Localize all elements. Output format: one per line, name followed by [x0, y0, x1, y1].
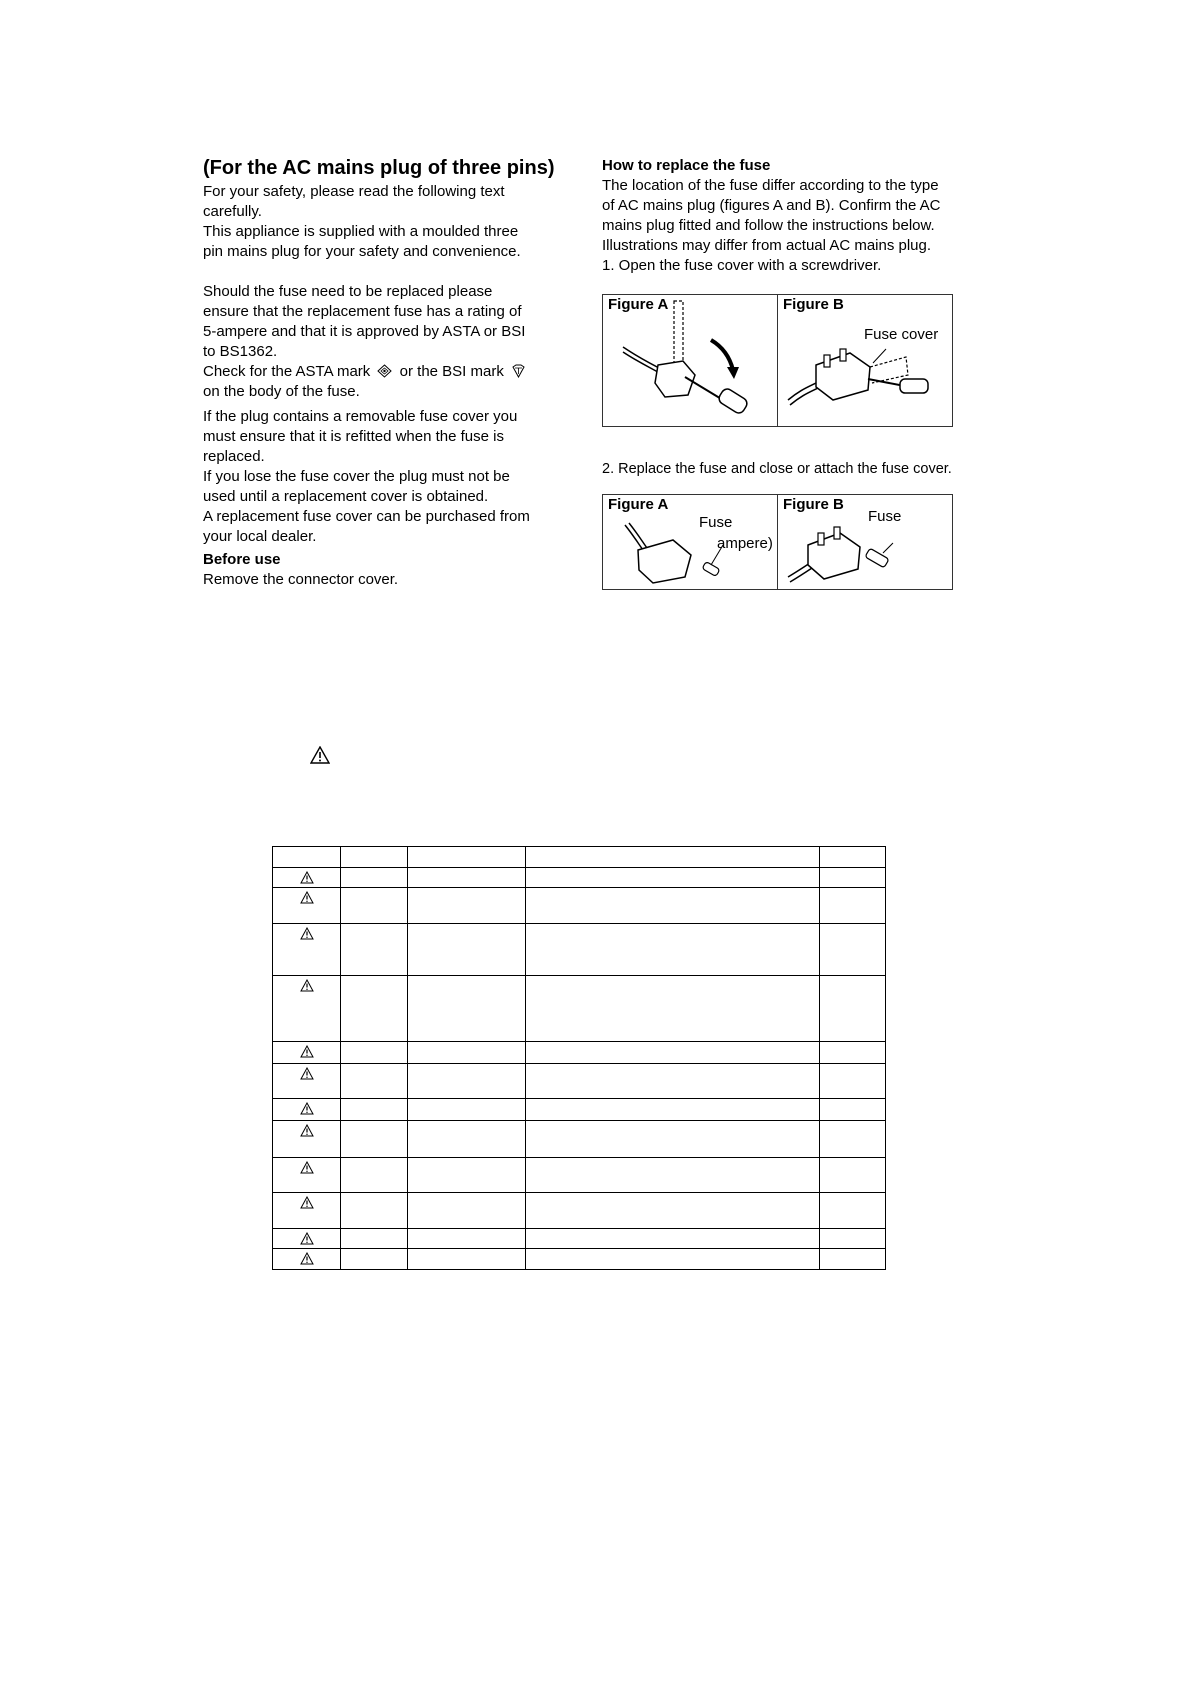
fuse-label-a: Fuse: [699, 514, 733, 531]
safety-column: [203, 156, 573, 590]
table-cell: [526, 976, 820, 1042]
table-cell: [820, 888, 886, 924]
table-row: [273, 868, 886, 888]
safety-mark-cell: [273, 1064, 341, 1099]
plug-fuse-a-illustration: [603, 495, 778, 589]
caution-icon: [300, 1196, 314, 1209]
caution-icon: [300, 891, 314, 904]
caution-icon: [310, 746, 330, 764]
table-cell: [408, 1064, 526, 1099]
plug-fuse-cover-illustration: [778, 295, 952, 426]
fuse-line-4: to BS1362.: [203, 343, 278, 360]
fuse-line-2: ensure that the replacement fuse has a rating of: [203, 303, 522, 320]
table-cell: [408, 1042, 526, 1064]
caution-icon: [300, 871, 314, 884]
table-cell: [820, 1229, 886, 1249]
fuse-instr-5: 1. Open the fuse cover with a screwdriver.: [602, 257, 882, 274]
table-cell: [408, 1158, 526, 1193]
safety-mark-cell: [273, 924, 341, 976]
caution-icon: [300, 1045, 314, 1058]
safety-line-3: This appliance is supplied with a moulded three: [203, 223, 519, 240]
figure-1a: [603, 295, 777, 426]
figure-replace-fuse: [602, 494, 953, 590]
table-row: [273, 1121, 886, 1158]
figure-open-cover: [602, 294, 953, 427]
fuse-line-1: Should the fuse need to be replaced please: [203, 283, 493, 300]
table-cell: [341, 1249, 408, 1270]
table-cell: [820, 1042, 886, 1064]
table-cell: [526, 847, 820, 868]
table-cell: [408, 924, 526, 976]
table-cell: [408, 847, 526, 868]
table-cell: [820, 1064, 886, 1099]
safety-mark-cell: [273, 1249, 341, 1270]
before-use-heading: Before use: [203, 551, 281, 568]
cover-line-2: must ensure that it is refitted when the fuse is: [203, 428, 504, 445]
bsi-mark-icon: [511, 364, 526, 378]
table-cell: [526, 1158, 820, 1193]
plug-fuse-b-illustration: [778, 495, 952, 589]
table-cell: [526, 1099, 820, 1121]
table-row: [273, 1099, 886, 1121]
table-cell: [408, 1193, 526, 1229]
table-row: [273, 1158, 886, 1193]
table-cell: [341, 976, 408, 1042]
table-cell: [408, 888, 526, 924]
table-cell: [341, 1042, 408, 1064]
table-cell: [820, 847, 886, 868]
fuse-instr-4: Illustrations may differ from actual AC mains plug.: [602, 237, 932, 254]
safety-mark-cell: [273, 1158, 341, 1193]
table-row: [273, 924, 886, 976]
table-row: [273, 1249, 886, 1270]
table-cell: [341, 1121, 408, 1158]
table-cell: [341, 868, 408, 888]
table-cell: [526, 1229, 820, 1249]
caution-icon: [300, 979, 314, 992]
table-cell: [341, 924, 408, 976]
figure-1b-label: Figure B: [783, 296, 844, 313]
table-cell: [526, 1042, 820, 1064]
check-text-c: on the body of the fuse.: [203, 383, 360, 400]
table-cell: [408, 1099, 526, 1121]
fuse-line-3: 5-ampere and that it is approved by ASTA or BSI: [203, 323, 526, 340]
before-use-text: Remove the connector cover.: [203, 571, 399, 588]
cover-line-1: If the plug contains a removable fuse cover you: [203, 408, 518, 425]
safety-mark-cell: [273, 1099, 341, 1121]
figure-2b: [777, 495, 952, 589]
figure-1a-label: Figure A: [608, 296, 669, 313]
cover-line-5: used until a replacement cover is obtained.: [203, 488, 489, 505]
table-row: [273, 1064, 886, 1099]
table-row: [273, 1042, 886, 1064]
fuse-instr-2: of AC mains plug (figures A and B). Confirm the AC: [602, 197, 941, 214]
parts-table-body: [273, 847, 886, 1270]
asta-mark-icon: [377, 364, 392, 378]
table-row: [273, 1193, 886, 1229]
table-cell: [341, 888, 408, 924]
figure-1b: [777, 295, 952, 426]
safety-line-2: carefully.: [203, 203, 262, 220]
caution-icon: [300, 1232, 314, 1245]
table-cell: [341, 1064, 408, 1099]
fuse-instr-1: The location of the fuse differ according to the type: [602, 177, 939, 194]
table-cell: [341, 1099, 408, 1121]
table-row: [273, 847, 886, 868]
table-cell: [408, 1229, 526, 1249]
safety-line-1: For your safety, please read the following text: [203, 183, 505, 200]
fuse-replacement-column: [602, 156, 982, 276]
table-cell: [820, 1121, 886, 1158]
table-cell: [408, 1121, 526, 1158]
safety-mark-cell: [273, 1229, 341, 1249]
table-cell: [408, 976, 526, 1042]
table-row: [273, 1229, 886, 1249]
table-cell: [341, 847, 408, 868]
table-cell: [526, 868, 820, 888]
table-cell: [820, 1193, 886, 1229]
parts-table: [272, 846, 886, 1270]
table-cell: [526, 1064, 820, 1099]
page-title: (For the AC mains plug of three pins): [203, 157, 555, 179]
check-text-a: Check for the ASTA mark: [203, 363, 371, 380]
safety-line-4: pin mains plug for your safety and convenience.: [203, 243, 521, 260]
table-cell: [820, 976, 886, 1042]
table-cell: [526, 888, 820, 924]
table-cell: [820, 1249, 886, 1270]
caution-icon: [300, 927, 314, 940]
cover-line-3: replaced.: [203, 448, 265, 465]
safety-mark-cell: [273, 847, 341, 868]
safety-mark-cell: [273, 1042, 341, 1064]
figure-2b-label: Figure B: [783, 496, 844, 513]
caution-icon: [300, 1102, 314, 1115]
caution-icon: [300, 1161, 314, 1174]
plug-screwdriver-illustration: [603, 295, 778, 426]
table-cell: [820, 1099, 886, 1121]
table-cell: [820, 924, 886, 976]
safety-mark-cell: [273, 1121, 341, 1158]
step-2-text: 2. Replace the fuse and close or attach the fuse cover.: [602, 461, 952, 477]
cover-line-4: If you lose the fuse cover the plug must not be: [203, 468, 510, 485]
table-row: [273, 888, 886, 924]
caution-icon: [300, 1124, 314, 1137]
table-cell: [341, 1193, 408, 1229]
safety-mark-cell: [273, 1193, 341, 1229]
figure-2a-label: Figure A: [608, 496, 669, 513]
fuse-label-b: Fuse: [868, 508, 902, 525]
table-cell: [408, 868, 526, 888]
caution-icon: [300, 1067, 314, 1080]
check-mark-line: [203, 362, 573, 382]
table-cell: [341, 1158, 408, 1193]
safety-mark-cell: [273, 888, 341, 924]
table-cell: [526, 1193, 820, 1229]
safety-mark-cell: [273, 868, 341, 888]
table-cell: [820, 868, 886, 888]
fuse-heading: How to replace the fuse: [602, 157, 771, 174]
table-row: [273, 976, 886, 1042]
table-cell: [526, 924, 820, 976]
check-text-b: or the BSI mark: [399, 363, 504, 380]
table-cell: [341, 1229, 408, 1249]
cover-line-6: A replacement fuse cover can be purchased from: [203, 508, 530, 525]
table-cell: [526, 1249, 820, 1270]
table-cell: [820, 1158, 886, 1193]
fuse-instr-3: mains plug fitted and follow the instructions below.: [602, 217, 935, 234]
safety-mark-cell: [273, 976, 341, 1042]
figure-2a: [603, 495, 777, 589]
table-cell: [408, 1249, 526, 1270]
ampere-label: ampere): [717, 535, 773, 552]
table-cell: [526, 1121, 820, 1158]
caution-icon: [300, 1252, 314, 1265]
cover-line-7: your local dealer.: [203, 528, 317, 545]
fuse-cover-label: Fuse cover: [864, 326, 939, 343]
